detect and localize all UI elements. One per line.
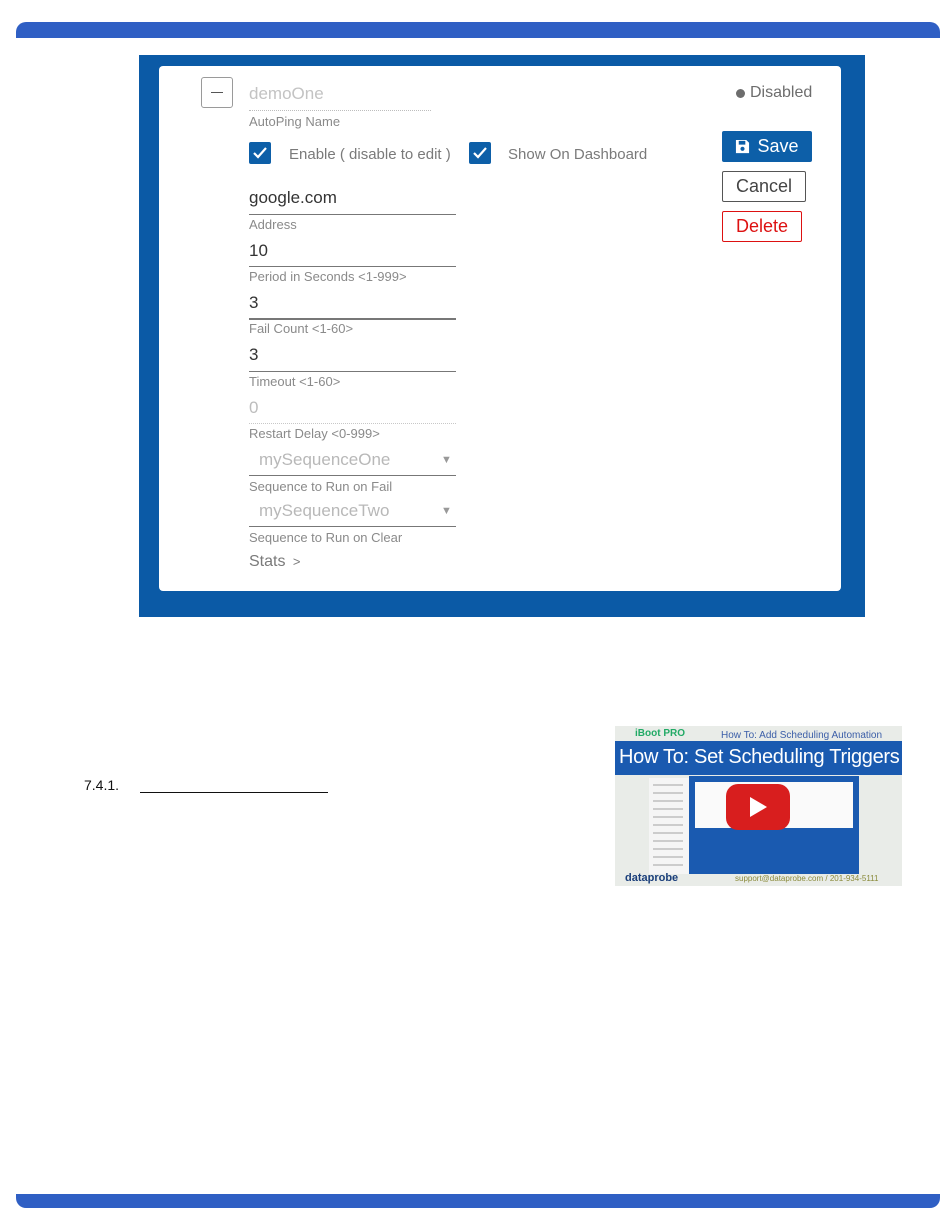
stats-label: Stats: [249, 553, 286, 570]
restart-delay-input[interactable]: 0: [249, 398, 259, 417]
collapse-button[interactable]: [201, 77, 233, 108]
chevron-right-icon: >: [292, 554, 301, 569]
video-thumbnail[interactable]: [615, 726, 902, 886]
footer-band: [16, 1194, 940, 1208]
video-title: How To: Set Scheduling Triggers: [619, 746, 900, 768]
sequence-clear-select[interactable]: mySequenceTwo: [259, 501, 390, 520]
address-input[interactable]: google.com: [249, 188, 337, 207]
video-contact: support@dataprobe.com / 201-934-5111: [735, 874, 879, 883]
video-sidebar-graphic: [649, 778, 689, 874]
video-logo: iBoot PRO: [635, 728, 685, 739]
delete-button[interactable]: Delete: [722, 211, 802, 242]
autoping-name-label: AutoPing Name: [249, 114, 341, 129]
show-on-dashboard-checkbox[interactable]: [469, 142, 491, 164]
check-icon: [252, 145, 268, 161]
sequence-fail-underline: [249, 475, 456, 476]
fail-count-underline: [249, 318, 456, 320]
section-title-link[interactable]: [140, 792, 328, 793]
minus-icon: [211, 92, 223, 94]
enable-checkbox[interactable]: [249, 142, 271, 164]
status-indicator: [736, 84, 812, 102]
section-number: 7.4.1.: [84, 777, 120, 793]
dot-icon: [736, 89, 745, 98]
restart-delay-underline: [249, 423, 456, 424]
fail-count-input[interactable]: 3: [249, 293, 259, 312]
show-on-dashboard-label: Show On Dashboard: [508, 146, 648, 163]
sequence-fail-label: Sequence to Run on Fail: [249, 479, 393, 494]
sequence-clear-label: Sequence to Run on Clear: [249, 530, 403, 545]
restart-delay-label: Restart Delay <0-999>: [249, 426, 380, 441]
save-button[interactable]: [722, 131, 812, 162]
triangle-down-icon: ▼: [441, 454, 452, 466]
autoping-name-underline: [249, 110, 431, 111]
triangle-down-icon: ▼: [441, 505, 452, 517]
fail-count-label: Fail Count <1-60>: [249, 321, 354, 336]
play-button[interactable]: [726, 784, 790, 830]
play-icon: [748, 796, 768, 818]
save-label: Save: [757, 136, 799, 156]
timeout-input[interactable]: 3: [249, 345, 259, 364]
status-text: Disabled: [750, 84, 813, 101]
address-label: Address: [249, 217, 297, 232]
period-underline: [249, 266, 456, 267]
autoping-name-input[interactable]: demoOne: [249, 84, 324, 103]
header-band: [16, 22, 940, 38]
floppy-disk-icon: [735, 139, 750, 154]
stats-toggle[interactable]: [249, 553, 301, 571]
period-label: Period in Seconds <1-999>: [249, 269, 407, 284]
sequence-clear-underline: [249, 526, 456, 527]
sequence-fail-select[interactable]: mySequenceOne: [259, 450, 391, 469]
period-input[interactable]: 10: [249, 241, 268, 260]
timeout-label: Timeout <1-60>: [249, 374, 341, 389]
video-subtitle: How To: Add Scheduling Automation: [721, 730, 883, 741]
check-icon: [472, 145, 488, 161]
address-underline: [249, 214, 456, 215]
timeout-underline: [249, 371, 456, 372]
video-brand: dataprobe: [625, 872, 679, 884]
enable-label: Enable ( disable to edit ): [289, 146, 451, 163]
cancel-button[interactable]: Cancel: [722, 171, 806, 202]
